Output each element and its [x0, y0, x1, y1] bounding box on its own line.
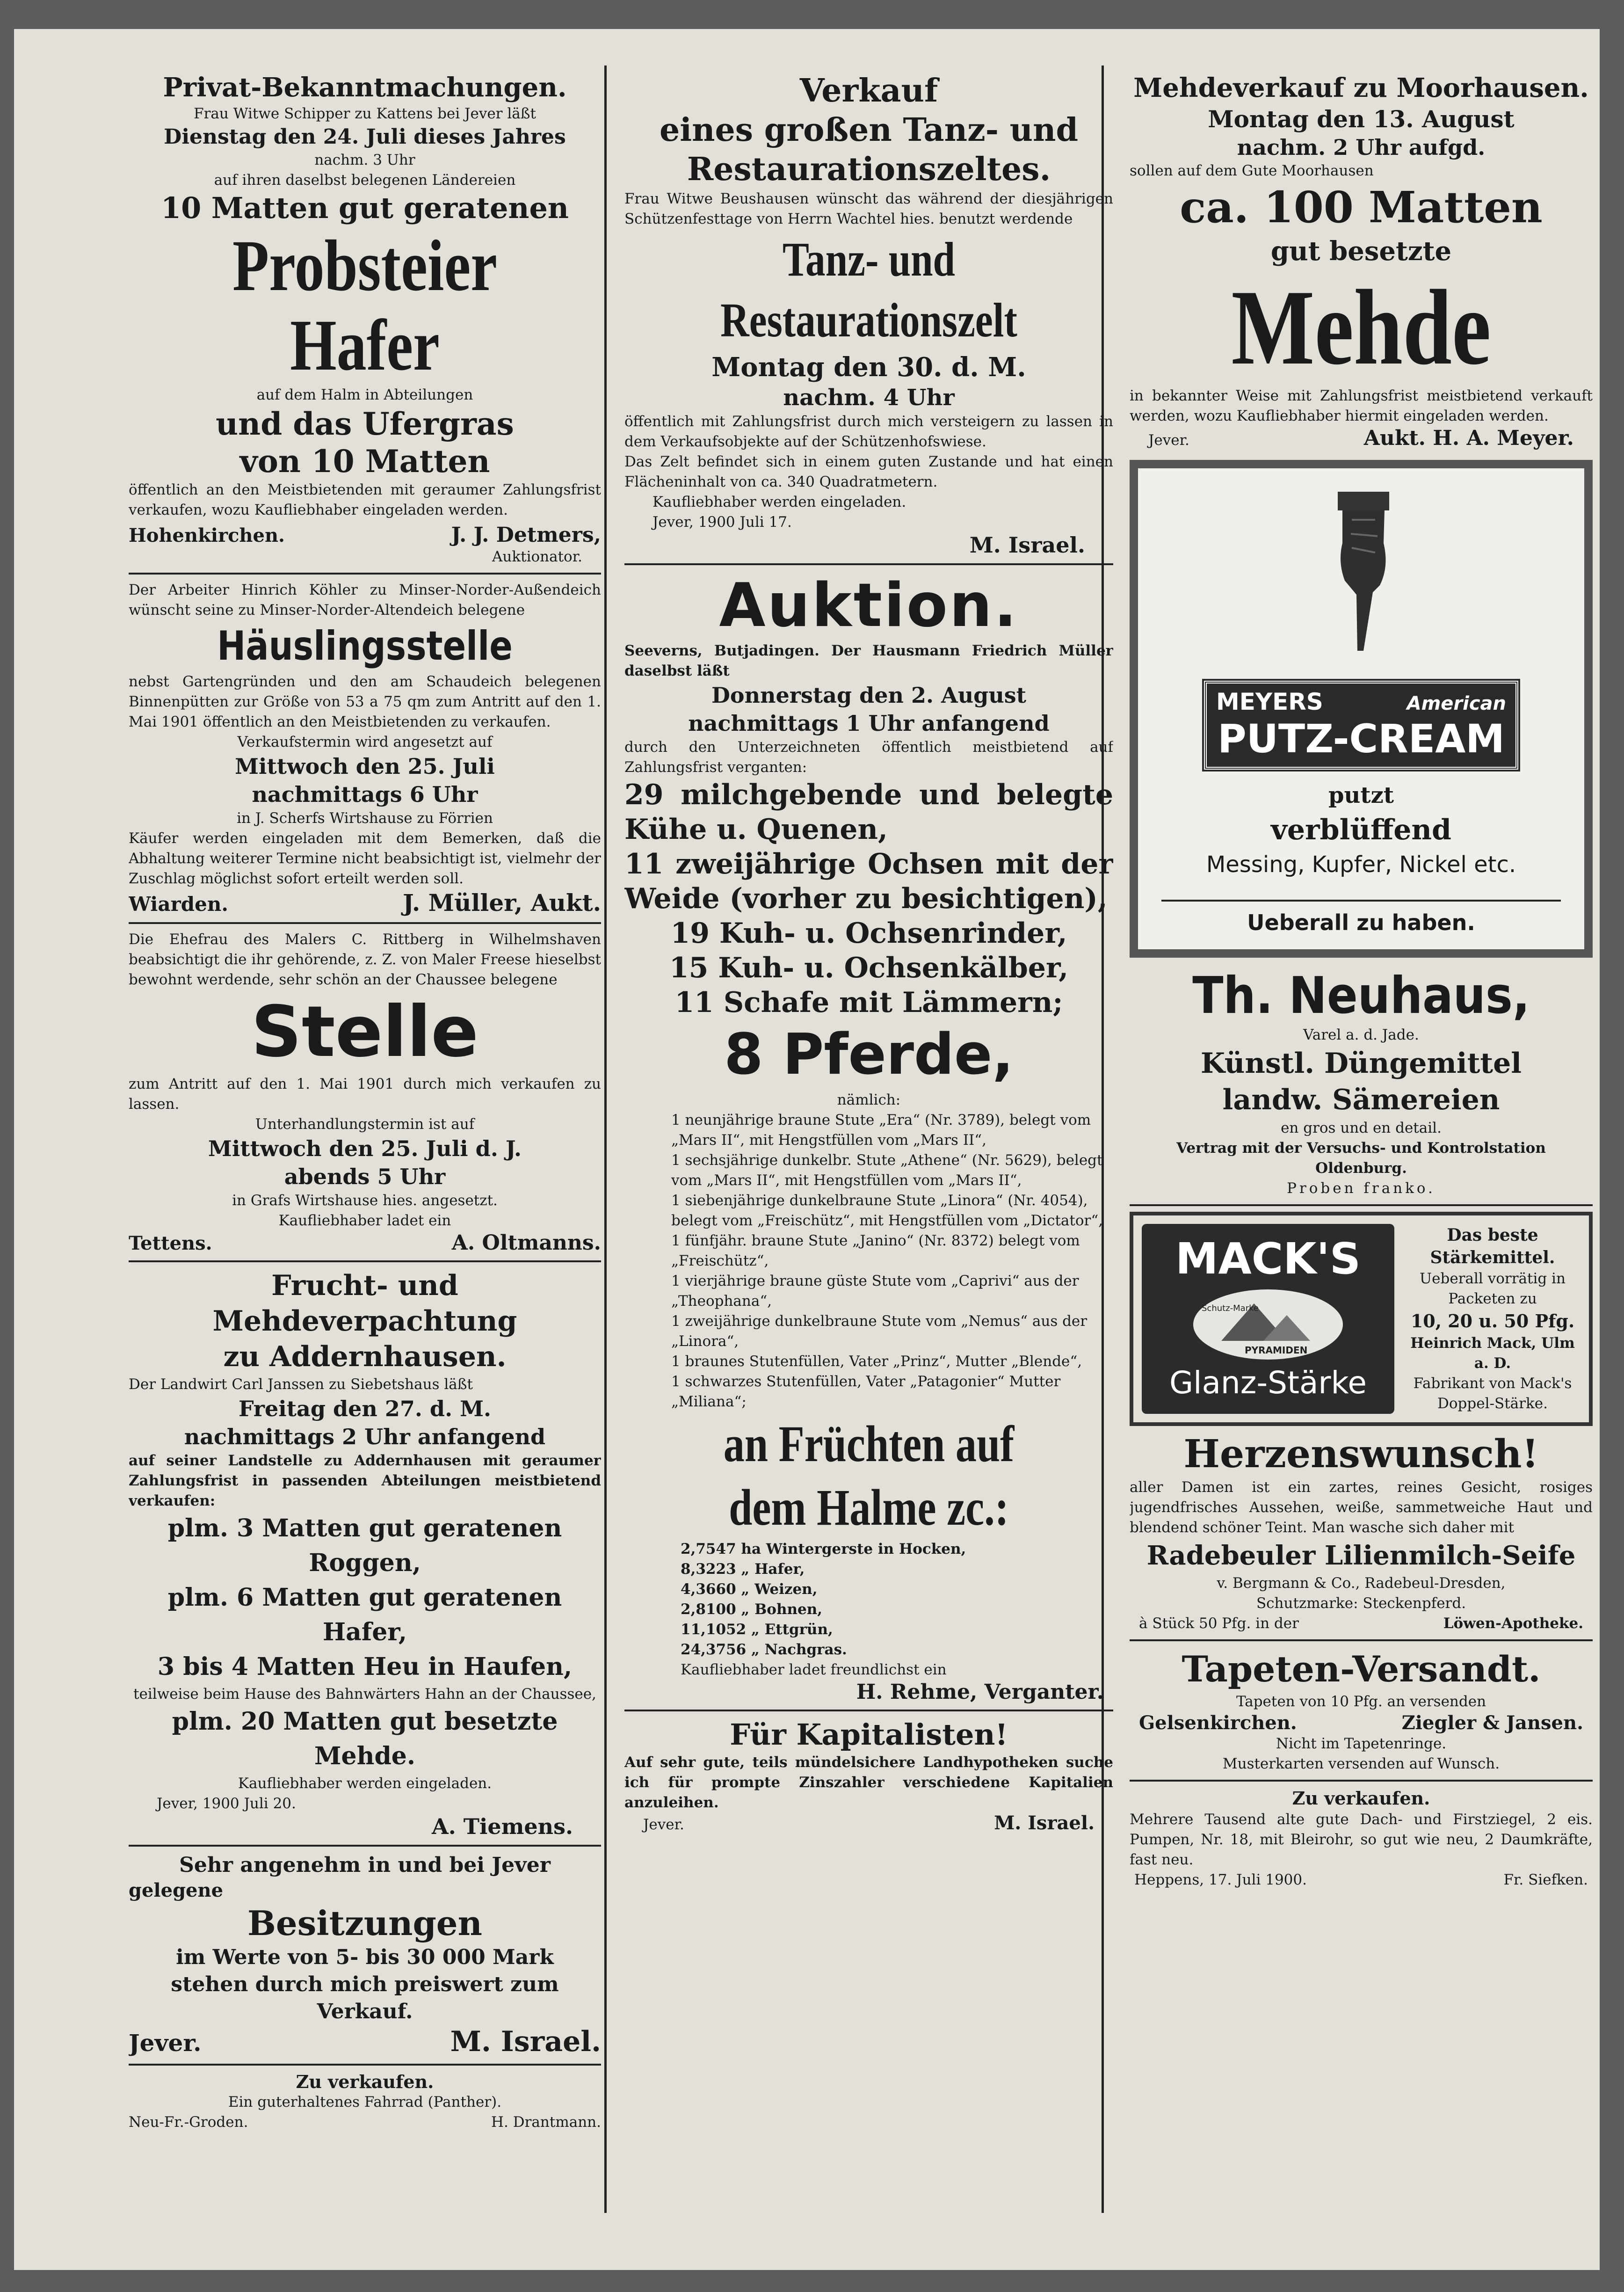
crop-area: 2,7547 ha: [681, 1541, 761, 1557]
trademark-label: PYRAMIDEN: [1245, 1345, 1308, 1356]
ad-headline: Tapeten-Versandt.: [1182, 1648, 1541, 1690]
ad-text: Schutzmarke: Steckenpferd.: [1256, 1595, 1466, 1612]
ad-text: Frau Witwe Schipper zu Kattens bei Jever läßt: [194, 105, 536, 122]
ad-text: Messing, Kupfer, Nickel etc.: [1206, 851, 1516, 878]
ad-text: Sehr angenehm in und bei Jever: [179, 1853, 551, 1877]
ad-text: Ein guterhaltenes Fahrrad (Panther).: [228, 2094, 502, 2110]
ad-subheading: Künstl. Düngemittel: [1200, 1047, 1522, 1080]
divider: [129, 2064, 601, 2066]
list-item: plm. 20 Matten gut besetzte Mehde.: [172, 1707, 558, 1770]
ad-signature: H. Rehme, Verganter.: [856, 1680, 1104, 1704]
ad-date: Jever, 1900 Juli 20.: [157, 1795, 296, 1812]
ad-text: Fabrikant von Mack's Doppel-Stärke.: [1413, 1375, 1572, 1412]
ad-headline: Zu verkaufen.: [296, 2071, 434, 2092]
ad-subheading: landw. Sämereien: [1222, 1084, 1500, 1116]
ad-place: Jever.: [643, 1816, 684, 1833]
ad-headline: Mehdeverkauf zu Moorhausen.: [1133, 73, 1589, 103]
ad-time: nachmittags 1 Uhr anfangend: [688, 711, 1050, 736]
ad-text: Vertrag mit der Versuchs- und Kontrolstation Oldenburg.: [1176, 1140, 1546, 1177]
ad-text: Kaufliebhaber werden eingeladen.: [238, 1775, 492, 1792]
list-item: 1 fünfjähr. braune Stute „Janino“ (Nr. 8372) belegt vom „Freischütz“,: [671, 1232, 1080, 1269]
ad-time: nachmittags 2 Uhr anfangend: [184, 1424, 546, 1449]
column-middle: [624, 71, 1113, 1835]
ad-date: Freitag den 27. d. M.: [238, 1396, 492, 1421]
column-rule: [604, 65, 607, 2213]
ad-time: nachm. 4 Uhr: [783, 385, 955, 411]
ad-body: Das Zelt befindet sich in einem guten Zustande und hat einen Flächeninhalt von ca. 340 Quadratmetern.: [624, 453, 1113, 490]
brand-name: MACK'S: [1175, 1234, 1361, 1284]
ad-text: gelegene: [129, 1879, 224, 1901]
ad-headline: Mehde: [1231, 268, 1491, 387]
ad-place: Seeverns, Butjadingen.: [624, 642, 819, 659]
ad-headline: Für Kapitalisten!: [730, 1717, 1008, 1752]
list-item: 3 bis 4 Matten Heu in Haufen,: [157, 1652, 573, 1681]
ad-text: sollen auf dem Gute Moorhausen: [1130, 162, 1374, 179]
ad-subheading: Radebeuler Lilienmilch-Seife: [1146, 1540, 1576, 1571]
ad-signature: H. Drantmann.: [491, 2114, 601, 2131]
ad-headline: eines großen Tanz- und: [659, 111, 1079, 149]
divider: [129, 1845, 601, 1847]
putz-cream-logo: [1204, 681, 1518, 770]
divider: [1130, 1780, 1593, 1782]
ad-headline: Stelle: [251, 991, 479, 1073]
ad-text: Unterhandlungstermin ist auf: [255, 1116, 475, 1133]
ad-text: à Stück 50 Pfg. in der: [1139, 1615, 1299, 1632]
brand-name: PUTZ-CREAM: [1218, 716, 1505, 762]
crop-name: Wintergerste in Hocken,: [766, 1541, 966, 1557]
brand-subtitle: American: [1406, 693, 1506, 714]
crop-area: 4,3660 „: [681, 1581, 750, 1598]
ad-headline: zu Addernhausen.: [223, 1340, 507, 1373]
ad-signature: M. Israel.: [450, 2025, 601, 2058]
ad-text: Varel a. d. Jade.: [1303, 1026, 1419, 1043]
ad-text: Musterkarten versenden auf Wunsch.: [1222, 1755, 1500, 1772]
divider: [129, 573, 601, 575]
ad-text: Der Hausmann Friedrich Müller daselbst läßt: [624, 642, 1113, 679]
ad-body: Frau Witwe Beushausen wünscht das während der diesjährigen Schützenfesttage von Herrn Wachtel hies. benutzt werdende: [624, 190, 1113, 227]
ad-time: nachm. 2 Uhr aufgd.: [1237, 135, 1486, 160]
ad-signature: M. Israel.: [969, 532, 1085, 558]
ad-text: Tapeten von 10 Pfg. an versenden: [1236, 1693, 1486, 1710]
pointing-hand-icon: [1328, 492, 1394, 660]
brand-subtitle: Glanz-Stärke: [1169, 1365, 1367, 1401]
ad-headline: Frucht- und Mehdeverpachtung: [212, 1269, 517, 1338]
list-item: plm. 3 Matten gut geratenen Roggen,: [167, 1514, 562, 1577]
ad-text: in Grafs Wirtshause hies. angesetzt.: [232, 1192, 498, 1209]
ad-text: Verkaufstermin wird angesetzt auf: [237, 734, 493, 750]
ad-body: zum Antritt auf den 1. Mai 1901 durch mich verkaufen zu lassen.: [129, 1076, 601, 1113]
ad-headline: Auktion.: [719, 571, 1019, 640]
ad-body: aller Damen ist ein zartes, reines Gesicht, rosiges jugendfrisches Aussehen, weiße, sammetweiche Haut und blendend schöner Teint. Man wasche sich daher mit: [1130, 1479, 1593, 1536]
list-item: 15 Kuh- u. Ochsenkälber,: [669, 952, 1069, 984]
ad-headline: Zu verkaufen.: [1292, 1788, 1430, 1809]
divider: [1130, 1204, 1593, 1206]
ad-time: nachm. 3 Uhr: [314, 152, 415, 168]
ad-date: Montag den 30. d. M.: [711, 352, 1026, 383]
divider: [624, 1710, 1113, 1711]
ad-subheading: ca. 100 Matten: [1180, 182, 1543, 233]
crop-area: 24,3756 „: [681, 1641, 760, 1658]
ad-body: Der Arbeiter Hinrich Köhler zu Minser-Norder-Außendeich wünscht seine zu Minser-Norder-Altendeich belegene: [129, 582, 601, 618]
list-item: 1 sechsjährige dunkelbr. Stute „Athene“ (Nr. 5629), belegt vom „Mars II“, mit Hengstfüllen vom „Mars II“,: [671, 1152, 1103, 1189]
list-item: [681, 1579, 1113, 1600]
crop-area: 11,1052 „: [681, 1621, 760, 1638]
ad-text: teilweise beim Hause des Bahnwärters Hahn an der Chaussee,: [133, 1686, 596, 1703]
putz-cream-advert: [1130, 460, 1593, 958]
pyramid-trademark-icon: [1193, 1289, 1343, 1360]
list-item: [681, 1620, 1113, 1640]
list-item: plm. 6 Matten gut geratenen Hafer,: [167, 1583, 562, 1646]
ad-subheading: von 10 Matten: [239, 443, 490, 480]
ad-body: auf seiner Landstelle zu Addernhausen mit geraumer Zahlungsfrist in passenden Abteilungen meistbietend verkaufen:: [129, 1452, 601, 1509]
list-item: 1 braunes Stutenfüllen, Vater „Prinz“, Mutter „Blende“,: [671, 1353, 1082, 1370]
ad-time: nachmittags 6 Uhr: [252, 782, 478, 807]
ad-text: Löwen-Apotheke.: [1443, 1615, 1583, 1632]
ad-signature-title: Auktionator.: [492, 548, 582, 565]
macks-logo: [1142, 1224, 1394, 1414]
ad-text: Kaufliebhaber ladet ein: [278, 1212, 451, 1229]
ad-signature: M. Israel.: [994, 1812, 1095, 1834]
ad-text: v. Bergmann & Co., Radebeul-Dresden,: [1217, 1575, 1506, 1592]
ad-subheading: 10 Matten gut geratenen: [160, 191, 569, 225]
horse-list: [624, 1110, 1113, 1412]
ad-date: Jever, 1900 Juli 17.: [652, 514, 792, 531]
ad-place: Wiarden.: [129, 893, 228, 916]
ad-body: Die Ehefrau des Malers C. Rittberg in Wilhelmshaven beabsichtigt die ihr gehörende, z. Z. von Maler Freese hieselbst bewohnt werdende, sehr schön an der Chaussee belegene: [129, 931, 601, 988]
ad-body: in bekannter Weise mit Zahlungsfrist meistbietend verkauft werden, wozu Kaufliebhaber hiermit eingeladen werden.: [1130, 387, 1593, 424]
newspaper-page: [14, 29, 1600, 2270]
ad-body: nebst Gartengründen und den am Schaudeich belegenen Binnenpütten zur Größe von 53 a 75 qm zum Antritt auf den 1. Mai 1901 öffentlich an den Meistbietenden zu verkaufen.: [129, 673, 601, 730]
list-item: [681, 1559, 1113, 1579]
ad-text: in J. Scherfs Wirtshause zu Förrien: [237, 810, 493, 827]
crop-name: Weizen,: [754, 1581, 818, 1598]
ad-signature: J. J. Detmers,: [451, 523, 601, 547]
ad-text: auf dem Halm in Abteilungen: [256, 386, 473, 403]
ad-text: nämlich:: [837, 1091, 901, 1108]
section-heading: Privat-Bekanntmachungen.: [163, 72, 567, 103]
ad-signature: Fr. Siefken.: [1503, 1871, 1588, 1888]
ad-place: Gelsenkirchen.: [1139, 1712, 1297, 1734]
ad-text: Ueberall zu haben.: [1247, 910, 1475, 935]
ad-headline: Probsteier Hafer: [232, 225, 497, 386]
crop-name: Nachgras.: [764, 1641, 847, 1658]
ad-text: Kaufliebhaber werden eingeladen.: [652, 494, 906, 510]
ad-subheading: und das Ufergras: [216, 406, 514, 442]
crop-name: Hafer,: [754, 1561, 805, 1578]
list-item: 29 milchgebende und belegte Kühe u. Quenen,: [624, 779, 1113, 846]
ad-headline: Tanz- und: [783, 233, 955, 286]
ad-place: Neu-Fr.-Groden.: [129, 2114, 248, 2131]
list-item: [681, 1600, 1113, 1620]
ad-place: Tettens.: [129, 1232, 212, 1254]
putz-footer: [1161, 900, 1561, 949]
brand-top: MEYERS: [1216, 688, 1323, 715]
divider: [129, 922, 601, 924]
ad-date: Donnerstag den 2. August: [711, 683, 1026, 708]
ad-text: gut besetzte: [1270, 236, 1452, 267]
crop-name: Bohnen,: [754, 1601, 823, 1618]
ad-subheading: Das beste Stärkemittel.: [1430, 1225, 1555, 1267]
ad-text: Proben franko.: [1287, 1180, 1436, 1197]
ad-body: Auf sehr gute, teils mündelsichere Landhypotheken suche ich für prompte Zinszahler verschiedene Kapitalien anzuleihen.: [624, 1754, 1113, 1811]
list-item: 1 siebenjährige dunkelbraune Stute „Linora“ (Nr. 4054), belegt vom „Freischütz“, mit Hengstfüllen vom „Dictator“,: [671, 1192, 1103, 1229]
list-item: [681, 1539, 1113, 1559]
list-item: 1 neunjährige braune Stute „Era“ (Nr. 3789), belegt vom „Mars II“, mit Hengstfüllen vom „Mars II“,: [671, 1112, 1091, 1149]
ad-headline: dem Halme zc.:: [729, 1479, 1009, 1536]
ad-body: öffentlich mit Zahlungsfrist durch mich versteigern zu lassen in dem Verkaufsobjekte auf der Schützenhofswiese.: [624, 413, 1113, 450]
column-left: [129, 71, 601, 2132]
ad-text: Ueberall vorrätig in Packeten zu: [1420, 1270, 1566, 1307]
ad-text: putzt: [1328, 782, 1394, 808]
ad-date: Mittwoch den 25. Juli: [235, 754, 495, 779]
ad-text: verblüffend: [1270, 814, 1451, 846]
ad-headline: Restaurationszeltes.: [687, 151, 1051, 188]
ad-text: Nicht im Tapetenringe.: [1276, 1735, 1447, 1752]
ad-headline: 8 Pferde,: [724, 1022, 1014, 1087]
ad-signature: Ziegler & Jansen.: [1401, 1712, 1583, 1734]
trademark-label: Schutz-Marke: [1202, 1303, 1259, 1313]
ad-headline: Verkauf: [799, 72, 938, 109]
ad-date: Dienstag den 24. Juli dieses Jahres: [164, 125, 566, 149]
macks-starch-advert: [1130, 1212, 1593, 1426]
ad-body: Mehrere Tausend alte gute Dach- und Firstziegel, 2 eis. Pumpen, Nr. 18, mit Bleirohr, so gut wie neu, 2 Daumkräfte, fast neu.: [1130, 1811, 1593, 1868]
list-item: 19 Kuh- u. Ochsenrinder,: [670, 917, 1067, 950]
divider: [624, 563, 1113, 565]
divider: [1130, 1639, 1593, 1641]
ad-headline: Th. Neuhaus,: [1192, 967, 1530, 1025]
ad-headline: an Früchten auf: [723, 1415, 1015, 1472]
ad-place: Jever.: [1148, 432, 1189, 449]
list-item: 1 schwarzes Stutenfüllen, Vater „Patagonier“ Mutter „Miliana“;: [671, 1373, 1061, 1410]
ad-date: Heppens, 17. Juli 1900.: [1134, 1871, 1307, 1888]
ad-text: 10, 20 u. 50 Pfg.: [1410, 1310, 1575, 1332]
ad-text: en gros und en detail.: [1281, 1120, 1442, 1136]
ad-body: Käufer werden eingeladen mit dem Bemerken, daß die Abhaltung weiterer Termine nicht beabsichtigt ist, vielmehr der Zuschlag möglichst sofort erteilt werden soll.: [129, 830, 601, 887]
ad-headline: Herzenswunsch!: [1183, 1432, 1539, 1477]
ad-headline: Häuslingsstelle: [217, 623, 513, 669]
list-item: 11 Schafe mit Lämmern;: [674, 986, 1063, 1019]
ad-headline: Restaurationszelt: [720, 293, 1017, 347]
ad-date: Mittwoch den 25. Juli d. J.: [208, 1136, 522, 1161]
column-right: [1130, 71, 1593, 1890]
ad-signature: A. Oltmanns.: [451, 1231, 601, 1255]
ad-text: im Werte von 5- bis 30 000 Mark: [176, 1945, 554, 1969]
ad-body: öffentlich an den Meistbietenden mit geraumer Zahlungsfrist verkaufen, wozu Kaufliebhaber eingeladen werden.: [129, 481, 601, 518]
ad-signature: Aukt. H. A. Meyer.: [1363, 426, 1574, 450]
ad-signature: A. Tiemens.: [432, 1814, 573, 1839]
divider: [129, 1260, 601, 1262]
ad-body: Der Landwirt Carl Janssen zu Siebetshaus läßt: [129, 1376, 473, 1393]
ad-place: Jever.: [129, 2029, 202, 2057]
ad-body: durch den Unterzeichneten öffentlich meistbietend auf Zahlungsfrist verganten:: [624, 739, 1113, 776]
ad-place: Hohenkirchen.: [129, 524, 285, 546]
crop-area: 2,8100 „: [681, 1601, 750, 1618]
ad-text: Kaufliebhaber ladet freundlichst ein: [681, 1661, 947, 1678]
crop-name: Ettgrün,: [764, 1621, 833, 1638]
crop-list: [624, 1539, 1113, 1660]
ad-text: auf ihren daselbst belegenen Ländereien: [214, 172, 516, 189]
list-item: 1 zweijährige dunkelbraune Stute vom „Nemus“ aus der „Linora“,: [671, 1313, 1088, 1350]
ad-headline: Besitzungen: [247, 1903, 482, 1943]
ad-signature: J. Müller, Aukt.: [403, 889, 601, 917]
ad-text: Heinrich Mack, Ulm a. D.: [1410, 1335, 1575, 1372]
list-item: 11 zweijährige Ochsen mit der Weide (vorher zu besichtigen),: [624, 848, 1113, 915]
list-item: 1 vierjährige braune güste Stute vom „Caprivi“ aus der „Theophana“,: [671, 1273, 1079, 1310]
list-item: [681, 1640, 1113, 1660]
ad-time: abends 5 Uhr: [284, 1164, 446, 1189]
crop-area: 8,3223 „: [681, 1561, 750, 1578]
ad-text: stehen durch mich preiswert zum Verkauf.: [171, 1972, 559, 2023]
ad-date: Montag den 13. August: [1208, 105, 1515, 133]
